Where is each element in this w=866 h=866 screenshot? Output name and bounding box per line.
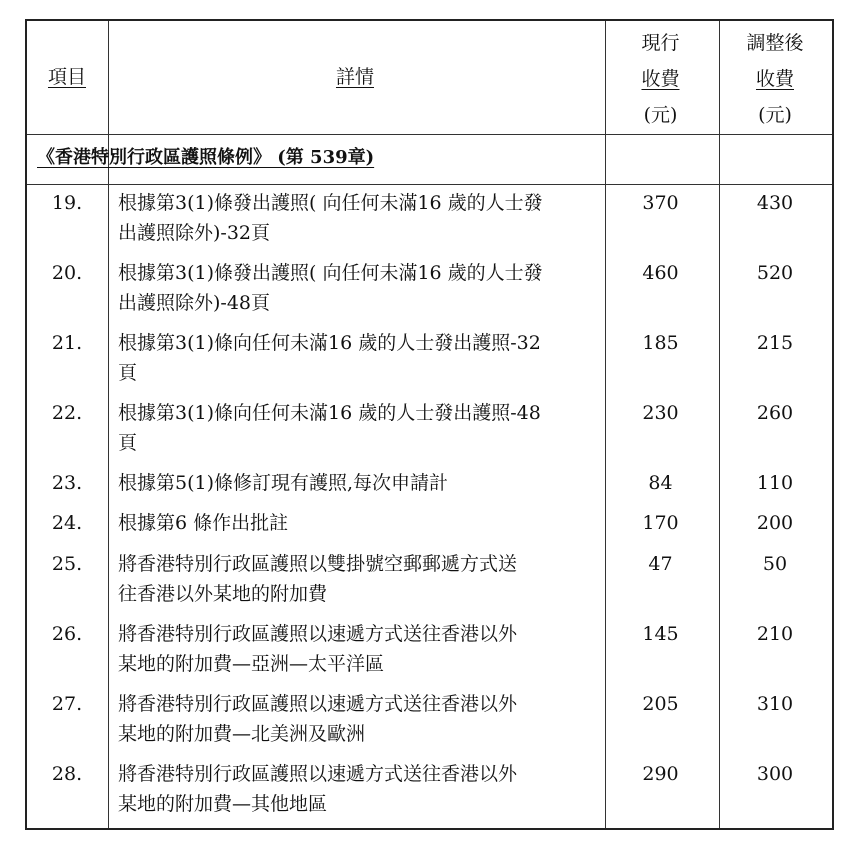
row-description: 頁 xyxy=(118,362,138,384)
row-number: 22. xyxy=(51,402,83,424)
row-description: 頁 xyxy=(118,432,138,454)
row-number: 19. xyxy=(51,192,83,214)
row-description: 根據第3(1)條發出護照( 向任何未滿16 歲的人士發 xyxy=(118,262,543,284)
row-description: 根據第3(1)條向任何未滿16 歲的人士發出護照-32 xyxy=(118,332,541,354)
row-adjusted-fee: 200 xyxy=(756,512,794,534)
header-current-fee-line2: 收費 xyxy=(641,68,680,90)
row-number: 23. xyxy=(51,472,83,494)
row-description: 將香港特別行政區護照以速遞方式送往香港以外 xyxy=(118,623,518,645)
row-description: 往香港以外某地的附加費 xyxy=(118,583,328,605)
row-description: 將香港特別行政區護照以雙掛號空郵郵遞方式送 xyxy=(118,553,518,575)
row-description: 某地的附加費—其他地區 xyxy=(118,793,328,815)
row-number: 24. xyxy=(51,512,83,534)
row-description: 某地的附加費—北美洲及歐洲 xyxy=(118,723,366,745)
header-details: 詳情 xyxy=(335,66,374,88)
row-current-fee: 47 xyxy=(648,553,673,575)
row-adjusted-fee: 310 xyxy=(756,693,794,715)
row-number: 27. xyxy=(51,693,83,715)
row-adjusted-fee: 260 xyxy=(756,402,794,424)
row-current-fee: 230 xyxy=(642,402,679,424)
row-description: 出護照除外)-48頁 xyxy=(118,292,271,314)
header-adjusted-fee-line1: 調整後 xyxy=(746,32,804,54)
row-number: 28. xyxy=(51,763,83,785)
row-current-fee: 460 xyxy=(642,262,679,284)
row-number: 26. xyxy=(51,623,83,645)
row-current-fee: 170 xyxy=(642,512,679,534)
row-description: 根據第6 條作出批註 xyxy=(118,512,289,534)
section-title: 《香港特別行政區護照條例》 (第 539章) xyxy=(37,147,375,168)
section-bottom-rule xyxy=(27,184,832,185)
header-adjusted-fee-line2: 收費 xyxy=(755,68,794,90)
row-adjusted-fee: 50 xyxy=(762,553,788,575)
row-adjusted-fee: 215 xyxy=(756,332,794,354)
row-adjusted-fee: 110 xyxy=(756,472,794,494)
row-adjusted-fee: 520 xyxy=(756,262,794,284)
header-current-fee-line3: (元) xyxy=(643,104,678,126)
row-current-fee: 205 xyxy=(642,693,679,715)
row-number: 25. xyxy=(51,553,83,575)
header-current-fee xyxy=(604,25,717,133)
row-current-fee: 290 xyxy=(642,763,679,785)
row-adjusted-fee: 300 xyxy=(756,763,794,785)
row-number: 20. xyxy=(51,262,83,284)
row-adjusted-fee: 210 xyxy=(756,623,794,645)
header-current-fee-line1: 現行 xyxy=(641,32,680,54)
row-description: 出護照除外)-32頁 xyxy=(118,222,271,244)
row-current-fee: 84 xyxy=(648,472,673,494)
header-item: 項目 xyxy=(47,66,86,88)
row-description: 某地的附加費—亞洲—太平洋區 xyxy=(118,653,385,675)
row-description: 將香港特別行政區護照以速遞方式送往香港以外 xyxy=(118,693,518,715)
row-description: 根據第3(1)條向任何未滿16 歲的人士發出護照-48 xyxy=(118,402,541,424)
row-number: 21. xyxy=(51,332,83,354)
row-current-fee: 145 xyxy=(642,623,679,645)
header-adjusted-fee xyxy=(718,25,832,133)
row-adjusted-fee: 430 xyxy=(756,192,794,214)
header-adjusted-fee-line3: (元) xyxy=(758,104,792,126)
row-description: 根據第5(1)條修訂現有護照,每次申請計 xyxy=(118,472,449,494)
row-description: 將香港特別行政區護照以速遞方式送往香港以外 xyxy=(118,763,518,785)
header-bottom-rule xyxy=(27,134,832,135)
row-current-fee: 370 xyxy=(642,192,679,214)
row-description: 根據第3(1)條發出護照( 向任何未滿16 歲的人士發 xyxy=(118,192,543,214)
row-current-fee: 185 xyxy=(642,332,679,354)
